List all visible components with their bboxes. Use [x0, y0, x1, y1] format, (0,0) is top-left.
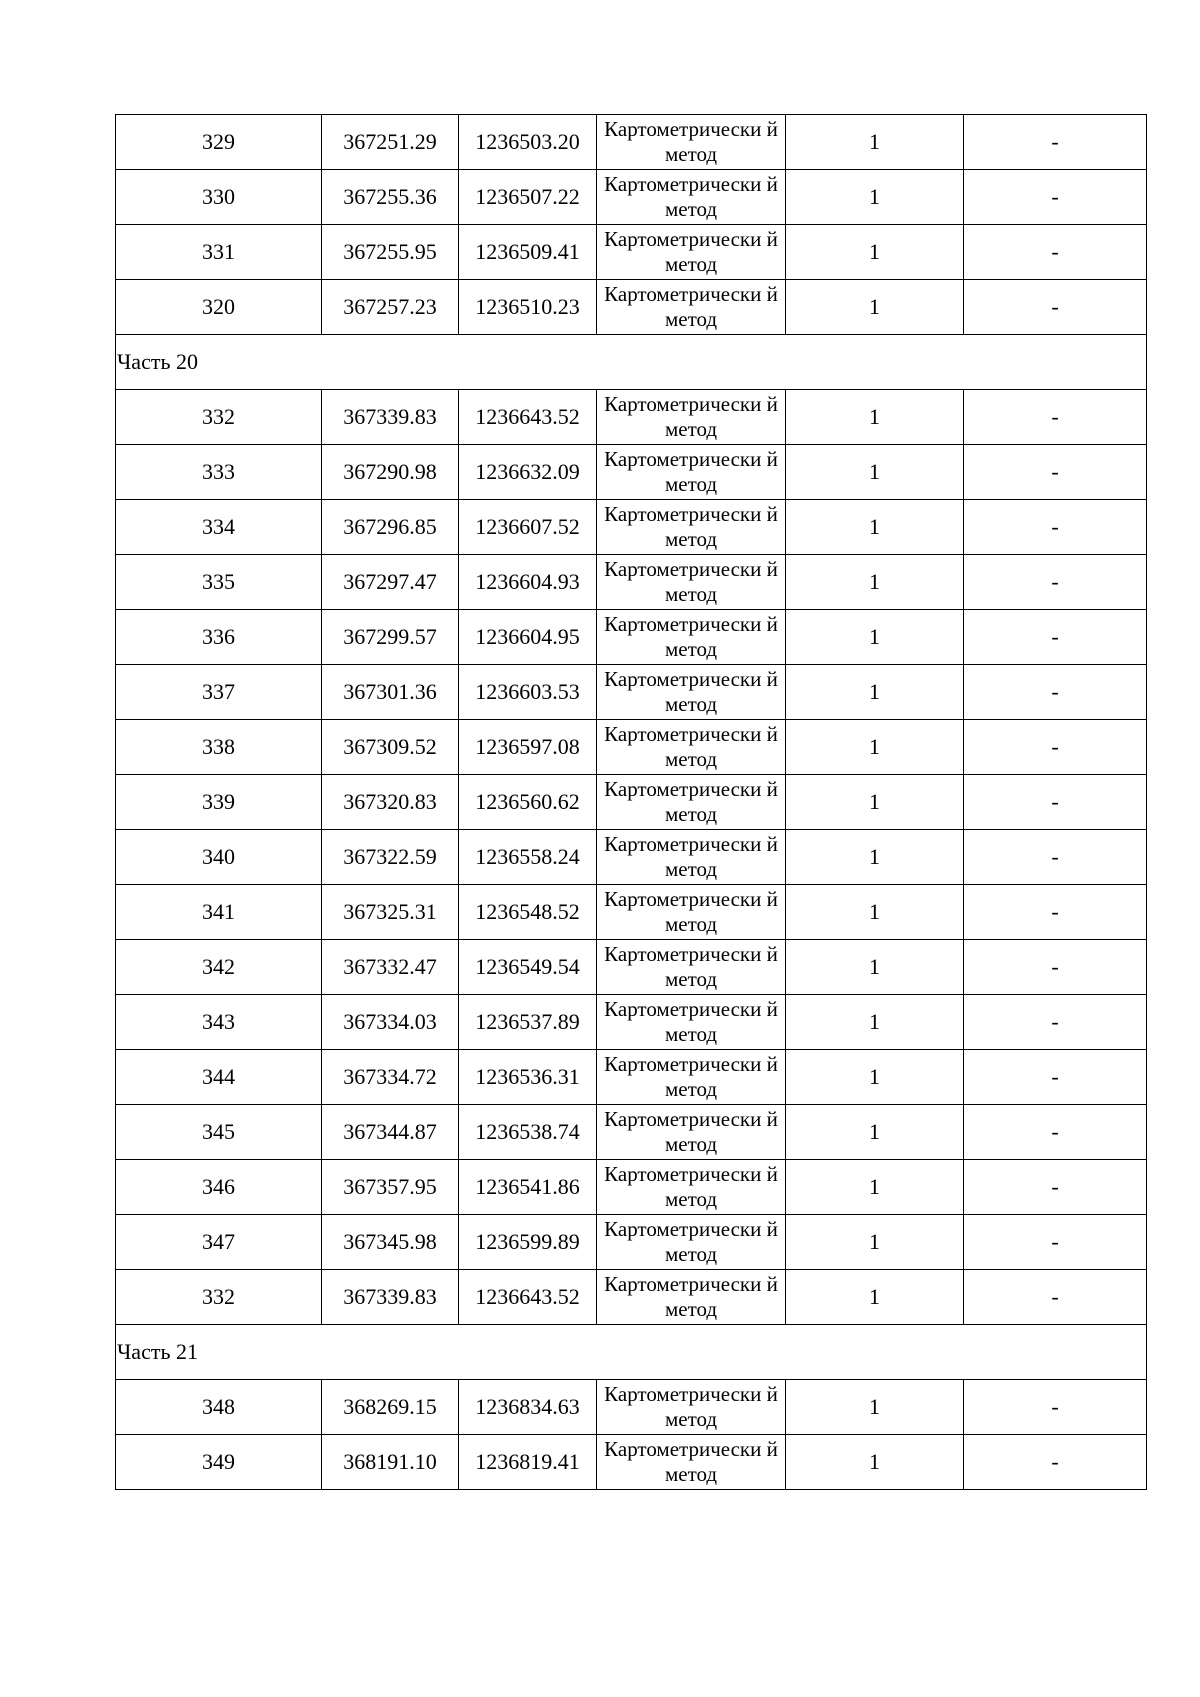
- accuracy-cell: 1: [786, 555, 964, 610]
- method-cell: Картометрически й метод: [597, 1215, 786, 1270]
- point-number-cell: 343: [116, 995, 322, 1050]
- accuracy-cell: 1: [786, 115, 964, 170]
- point-number-cell: 346: [116, 1160, 322, 1215]
- table-row: [116, 280, 1147, 335]
- method-cell: Картометрически й метод: [597, 1160, 786, 1215]
- description-cell: -: [964, 885, 1147, 940]
- description-cell: -: [964, 1380, 1147, 1435]
- description-cell: -: [964, 830, 1147, 885]
- x-coordinate-cell: 367339.83: [322, 1270, 459, 1325]
- y-coordinate-cell: 1236510.23: [459, 280, 597, 335]
- y-coordinate-cell: 1236507.22: [459, 170, 597, 225]
- description-cell: -: [964, 225, 1147, 280]
- x-coordinate-cell: 367309.52: [322, 720, 459, 775]
- section-label: Часть 21: [116, 1325, 1147, 1380]
- table-row: [116, 775, 1147, 830]
- table-row: [116, 1050, 1147, 1105]
- description-cell: -: [964, 720, 1147, 775]
- point-number-cell: 349: [116, 1435, 322, 1490]
- description-cell: -: [964, 390, 1147, 445]
- y-coordinate-cell: 1236509.41: [459, 225, 597, 280]
- y-coordinate-cell: 1236607.52: [459, 500, 597, 555]
- x-coordinate-cell: 367296.85: [322, 500, 459, 555]
- x-coordinate-cell: 367345.98: [322, 1215, 459, 1270]
- description-cell: -: [964, 775, 1147, 830]
- point-number-cell: 345: [116, 1105, 322, 1160]
- table-row: [116, 1215, 1147, 1270]
- point-number-cell: 336: [116, 610, 322, 665]
- y-coordinate-cell: 1236643.52: [459, 1270, 597, 1325]
- accuracy-cell: 1: [786, 720, 964, 775]
- table-row: [116, 225, 1147, 280]
- table-row: [116, 1270, 1147, 1325]
- table-row: [116, 445, 1147, 500]
- x-coordinate-cell: 367320.83: [322, 775, 459, 830]
- method-cell: Картометрически й метод: [597, 940, 786, 995]
- accuracy-cell: 1: [786, 885, 964, 940]
- point-number-cell: 332: [116, 390, 322, 445]
- description-cell: -: [964, 1270, 1147, 1325]
- point-number-cell: 331: [116, 225, 322, 280]
- method-cell: Картометрически й метод: [597, 995, 786, 1050]
- accuracy-cell: 1: [786, 500, 964, 555]
- y-coordinate-cell: 1236834.63: [459, 1380, 597, 1435]
- point-number-cell: 341: [116, 885, 322, 940]
- method-cell: Картометрически й метод: [597, 225, 786, 280]
- x-coordinate-cell: 367257.23: [322, 280, 459, 335]
- description-cell: -: [964, 170, 1147, 225]
- table-row: [116, 1435, 1147, 1490]
- table-row: [116, 1160, 1147, 1215]
- point-number-cell: 334: [116, 500, 322, 555]
- table-row: [116, 610, 1147, 665]
- description-cell: -: [964, 665, 1147, 720]
- point-number-cell: 330: [116, 170, 322, 225]
- point-number-cell: 329: [116, 115, 322, 170]
- section-row: [116, 1325, 1147, 1380]
- y-coordinate-cell: 1236819.41: [459, 1435, 597, 1490]
- point-number-cell: 340: [116, 830, 322, 885]
- description-cell: -: [964, 1105, 1147, 1160]
- method-cell: Картометрически й метод: [597, 610, 786, 665]
- method-cell: Картометрически й метод: [597, 500, 786, 555]
- method-cell: Картометрически й метод: [597, 1435, 786, 1490]
- description-cell: -: [964, 555, 1147, 610]
- table-row: [116, 940, 1147, 995]
- table-body: [116, 115, 1147, 1490]
- description-cell: -: [964, 445, 1147, 500]
- y-coordinate-cell: 1236604.93: [459, 555, 597, 610]
- method-cell: Картометрически й метод: [597, 830, 786, 885]
- table-row: [116, 1105, 1147, 1160]
- method-cell: Картометрически й метод: [597, 1270, 786, 1325]
- table-row: [116, 555, 1147, 610]
- point-number-cell: 337: [116, 665, 322, 720]
- x-coordinate-cell: 367290.98: [322, 445, 459, 500]
- y-coordinate-cell: 1236603.53: [459, 665, 597, 720]
- accuracy-cell: 1: [786, 280, 964, 335]
- method-cell: Картометрически й метод: [597, 1050, 786, 1105]
- y-coordinate-cell: 1236560.62: [459, 775, 597, 830]
- point-number-cell: 347: [116, 1215, 322, 1270]
- x-coordinate-cell: 367339.83: [322, 390, 459, 445]
- description-cell: -: [964, 610, 1147, 665]
- y-coordinate-cell: 1236548.52: [459, 885, 597, 940]
- accuracy-cell: 1: [786, 1050, 964, 1105]
- point-number-cell: 338: [116, 720, 322, 775]
- accuracy-cell: 1: [786, 445, 964, 500]
- method-cell: Картометрически й метод: [597, 1105, 786, 1160]
- accuracy-cell: 1: [786, 1160, 964, 1215]
- method-cell: Картометрически й метод: [597, 280, 786, 335]
- x-coordinate-cell: 367334.03: [322, 995, 459, 1050]
- accuracy-cell: 1: [786, 1215, 964, 1270]
- point-number-cell: 344: [116, 1050, 322, 1105]
- x-coordinate-cell: 367255.36: [322, 170, 459, 225]
- coordinates-table: [115, 114, 1147, 1490]
- accuracy-cell: 1: [786, 665, 964, 720]
- point-number-cell: 342: [116, 940, 322, 995]
- accuracy-cell: 1: [786, 1270, 964, 1325]
- description-cell: -: [964, 940, 1147, 995]
- accuracy-cell: 1: [786, 610, 964, 665]
- accuracy-cell: 1: [786, 995, 964, 1050]
- y-coordinate-cell: 1236604.95: [459, 610, 597, 665]
- x-coordinate-cell: 367297.47: [322, 555, 459, 610]
- y-coordinate-cell: 1236643.52: [459, 390, 597, 445]
- method-cell: Картометрически й метод: [597, 170, 786, 225]
- point-number-cell: 333: [116, 445, 322, 500]
- x-coordinate-cell: 367357.95: [322, 1160, 459, 1215]
- method-cell: Картометрически й метод: [597, 390, 786, 445]
- point-number-cell: 348: [116, 1380, 322, 1435]
- x-coordinate-cell: 367301.36: [322, 665, 459, 720]
- point-number-cell: 335: [116, 555, 322, 610]
- description-cell: -: [964, 500, 1147, 555]
- accuracy-cell: 1: [786, 775, 964, 830]
- table-row: [116, 885, 1147, 940]
- y-coordinate-cell: 1236632.09: [459, 445, 597, 500]
- x-coordinate-cell: 367344.87: [322, 1105, 459, 1160]
- accuracy-cell: 1: [786, 1105, 964, 1160]
- y-coordinate-cell: 1236597.08: [459, 720, 597, 775]
- description-cell: -: [964, 995, 1147, 1050]
- table-row: [116, 170, 1147, 225]
- table-row: [116, 720, 1147, 775]
- point-number-cell: 332: [116, 1270, 322, 1325]
- accuracy-cell: 1: [786, 390, 964, 445]
- y-coordinate-cell: 1236538.74: [459, 1105, 597, 1160]
- description-cell: -: [964, 1435, 1147, 1490]
- method-cell: Картометрически й метод: [597, 1380, 786, 1435]
- method-cell: Картометрически й метод: [597, 555, 786, 610]
- method-cell: Картометрически й метод: [597, 445, 786, 500]
- accuracy-cell: 1: [786, 1380, 964, 1435]
- description-cell: -: [964, 1215, 1147, 1270]
- x-coordinate-cell: 367334.72: [322, 1050, 459, 1105]
- table-row: [116, 830, 1147, 885]
- description-cell: -: [964, 280, 1147, 335]
- table-row: [116, 390, 1147, 445]
- x-coordinate-cell: 368269.15: [322, 1380, 459, 1435]
- table-row: [116, 1380, 1147, 1435]
- y-coordinate-cell: 1236503.20: [459, 115, 597, 170]
- y-coordinate-cell: 1236537.89: [459, 995, 597, 1050]
- accuracy-cell: 1: [786, 1435, 964, 1490]
- x-coordinate-cell: 367299.57: [322, 610, 459, 665]
- method-cell: Картометрически й метод: [597, 720, 786, 775]
- y-coordinate-cell: 1236541.86: [459, 1160, 597, 1215]
- table-row: [116, 500, 1147, 555]
- x-coordinate-cell: 367251.29: [322, 115, 459, 170]
- method-cell: Картометрически й метод: [597, 885, 786, 940]
- table-row: [116, 995, 1147, 1050]
- section-row: [116, 335, 1147, 390]
- accuracy-cell: 1: [786, 225, 964, 280]
- x-coordinate-cell: 367255.95: [322, 225, 459, 280]
- x-coordinate-cell: 367332.47: [322, 940, 459, 995]
- table-row: [116, 115, 1147, 170]
- y-coordinate-cell: 1236558.24: [459, 830, 597, 885]
- y-coordinate-cell: 1236549.54: [459, 940, 597, 995]
- method-cell: Картометрически й метод: [597, 665, 786, 720]
- y-coordinate-cell: 1236599.89: [459, 1215, 597, 1270]
- x-coordinate-cell: 367325.31: [322, 885, 459, 940]
- point-number-cell: 320: [116, 280, 322, 335]
- description-cell: -: [964, 115, 1147, 170]
- description-cell: -: [964, 1050, 1147, 1105]
- accuracy-cell: 1: [786, 830, 964, 885]
- y-coordinate-cell: 1236536.31: [459, 1050, 597, 1105]
- description-cell: -: [964, 1160, 1147, 1215]
- table-row: [116, 665, 1147, 720]
- x-coordinate-cell: 368191.10: [322, 1435, 459, 1490]
- method-cell: Картометрически й метод: [597, 775, 786, 830]
- x-coordinate-cell: 367322.59: [322, 830, 459, 885]
- accuracy-cell: 1: [786, 170, 964, 225]
- method-cell: Картометрически й метод: [597, 115, 786, 170]
- point-number-cell: 339: [116, 775, 322, 830]
- section-label: Часть 20: [116, 335, 1147, 390]
- accuracy-cell: 1: [786, 940, 964, 995]
